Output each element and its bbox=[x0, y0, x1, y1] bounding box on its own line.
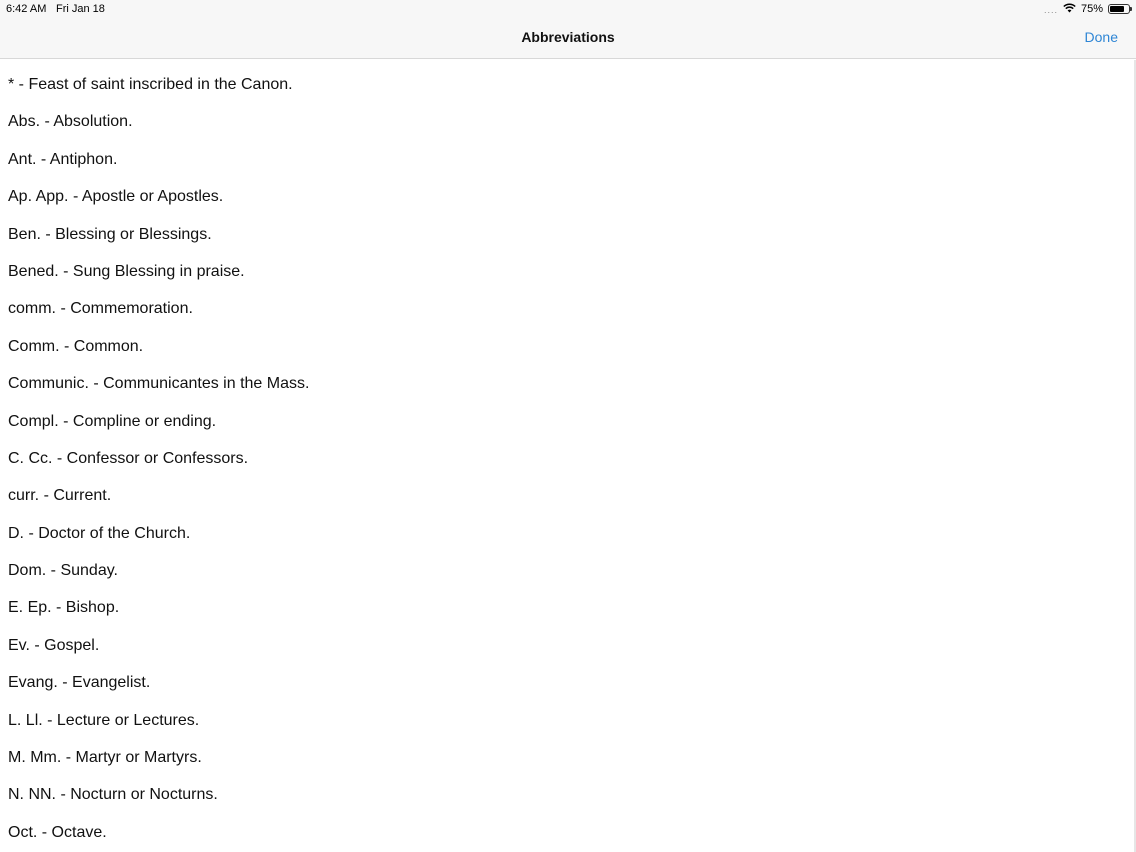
status-bar bbox=[0, 0, 1136, 18]
abbreviations-content[interactable] bbox=[0, 60, 1128, 852]
list-item: comm. - Commemoration. bbox=[8, 300, 193, 318]
list-item: Bened. - Sung Blessing in praise. bbox=[8, 262, 245, 280]
list-item: D. - Doctor of the Church. bbox=[8, 524, 191, 542]
list-item: M. Mm. - Martyr or Martyrs. bbox=[8, 749, 202, 767]
wifi-icon bbox=[1063, 3, 1076, 16]
list-item: Evang. - Evangelist. bbox=[8, 674, 151, 692]
list-item: Oct. - Octave. bbox=[8, 823, 107, 841]
done-button[interactable]: Done bbox=[1084, 29, 1118, 45]
list-item: Communic. - Communicantes in the Mass. bbox=[8, 375, 310, 393]
page-title: Abbreviations bbox=[521, 29, 615, 45]
list-item: Ben. - Blessing or Blessings. bbox=[8, 225, 212, 243]
battery-icon bbox=[1108, 4, 1130, 14]
battery-percent: 75% bbox=[1080, 3, 1103, 15]
list-item: Ap. App. - Apostle or Apostles. bbox=[8, 188, 224, 206]
list-item: Ant. - Antiphon. bbox=[8, 150, 118, 168]
abbreviation-list bbox=[0, 60, 1128, 852]
cellular-dots-icon: .... bbox=[1043, 5, 1058, 15]
list-item: E. Ep. - Bishop. bbox=[8, 599, 120, 617]
status-date: Fri Jan 18 bbox=[56, 3, 105, 15]
status-time: 6:42 AM bbox=[6, 3, 47, 15]
battery-level bbox=[1110, 6, 1124, 12]
list-item: N. NN. - Nocturn or Nocturns. bbox=[8, 786, 218, 804]
list-item: curr. - Current. bbox=[8, 487, 112, 505]
list-item: Compl. - Compline or ending. bbox=[8, 412, 217, 430]
status-right bbox=[1044, 2, 1130, 16]
list-item: * - Feast of saint inscribed in the Canon. bbox=[8, 76, 293, 93]
navigation-bar bbox=[0, 18, 1136, 59]
list-item: Dom. - Sunday. bbox=[8, 562, 118, 580]
list-item: C. Cc. - Confessor or Confessors. bbox=[8, 449, 249, 467]
list-item: Abs. - Absolution. bbox=[8, 113, 133, 131]
list-item: L. Ll. - Lecture or Lectures. bbox=[8, 711, 200, 729]
list-item: Ev. - Gospel. bbox=[8, 636, 100, 654]
list-item: Comm. - Common. bbox=[8, 337, 144, 355]
